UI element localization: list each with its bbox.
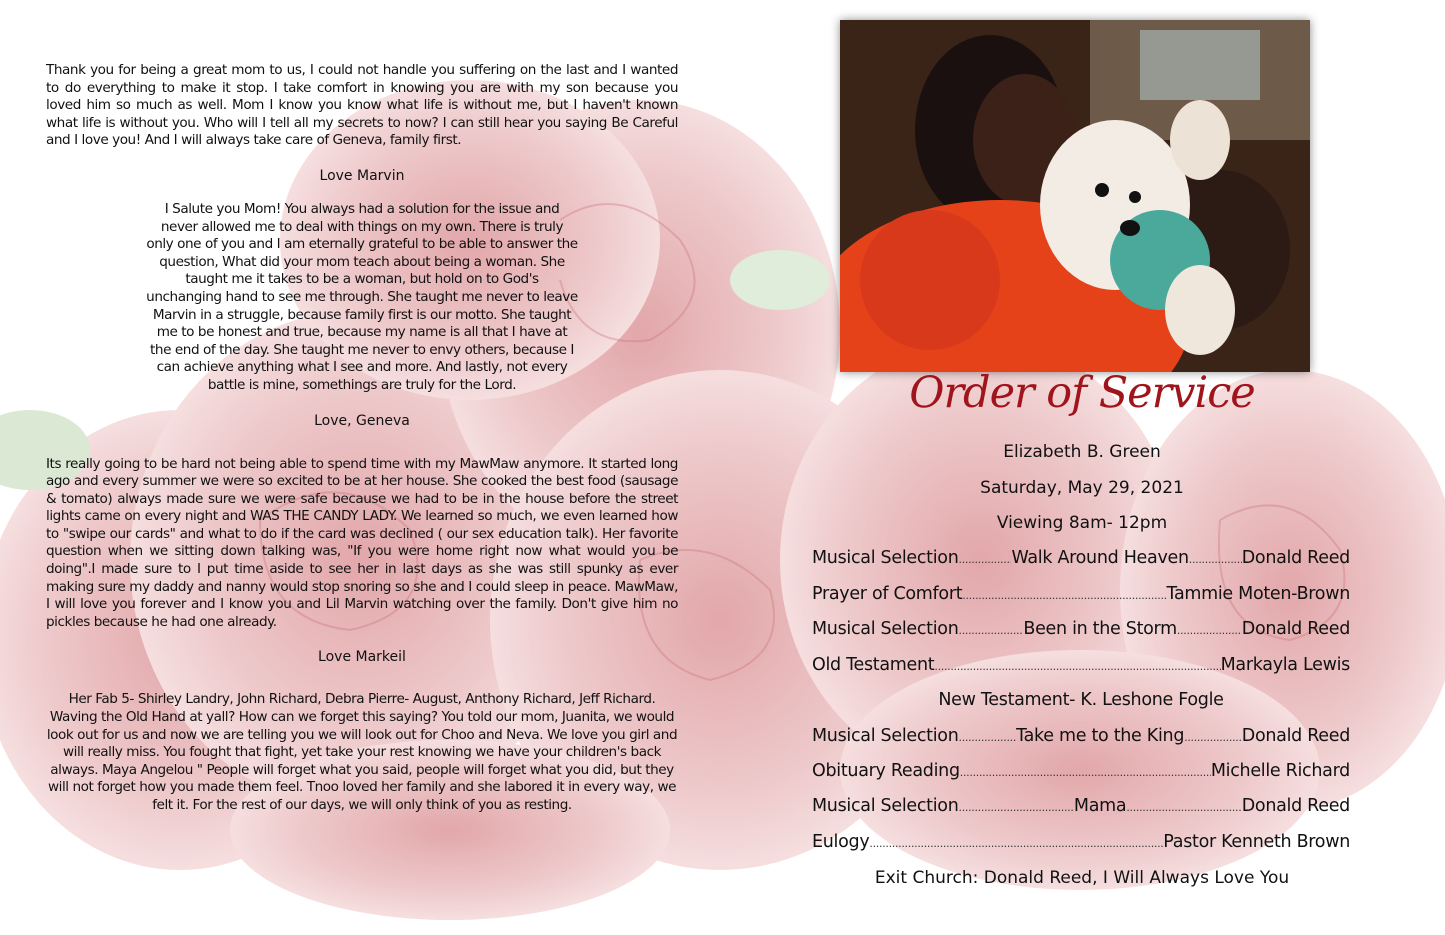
deceased-name: Elizabeth B. Green: [1003, 442, 1161, 462]
service-date: Saturday, May 29, 2021: [980, 478, 1184, 498]
tribute-markeil: Its really going to be hard not being able to spend time with my MawMaw anymore. It started long ago and every summer we were so excited to be at her house. She cooked the best food (sausage & tomato) always made sure we were safe because we had to be in the house before the street lights came on every night and WAS THE CANDY LADY. We learned so much, we even learned how to "swipe our cards" and what to do if the card was declined ( our sex education talk). Her favorite question when we sitting down talking was, "If you were home right now what would you be doing".I made sure to I put time aside to see her in last days as she was still spunky as ever making sure my daddy and nanny would stop snoring so she and I could sleep in peace. MawMaw, I will love you forever and I know you and Lil Marvin watching over the family. Don't give him no pickles because he had one already.: [46, 455, 678, 630]
tribute-fab5: Her Fab 5- Shirley Landry, John Richard, Debra Pierre- August, Anthony Richard, Jeff Richard. Waving the Old Hand at yall? How can we forget this saying? You told our mom, Juanita, we would look out for us and now we are telling you we will look out for Choo and Neva. We love you girl and will really miss. You fought that fight, yet take your rest knowing we have your children's back always. Maya Angelou " People will forget what you said, people will forget what you did, but they will not forget how you made them feel. Tnoo loved her family and she labored it in every way, we felt it. For the rest of our days, we will only think of you as resting.: [46, 691, 678, 813]
order-of-service-title: Order of Service: [909, 368, 1255, 418]
exit-church: Exit Church: Donald Reed, I Will Always Love You: [874, 868, 1290, 888]
program-row: Musical Selection ..... Walk Around Heaven ..... Donald Reed: [812, 548, 1350, 568]
program-row: New Testament- K. Leshone Fogle: [938, 690, 1224, 710]
program-row: Old Testament ..... Markayla Lewis: [812, 655, 1350, 675]
program-row: Eulogy ..... Pastor Kenneth Brown: [812, 832, 1350, 852]
tribute-marvin: Thank you for being a great mom to us, I could not handle you suffering on the last and I wanted to do everything to make it stop. I take comfort in knowing you are with my son because you loved him so much as well. Mom I know you know what life is without me, but I haven't known what life is without you. Who will I tell all my secrets to now? I can still hear you saying Be Careful and I love you! And I will always take care of Geneva, family first.: [46, 62, 678, 149]
viewing-hours: Viewing 8am- 12pm: [996, 513, 1168, 533]
signature-markeil: Love Markeil: [318, 649, 406, 666]
program-row: Obituary Reading ..... Michelle Richard: [812, 761, 1350, 781]
signature-geneva: Love, Geneva: [314, 412, 410, 429]
tributes-column: [46, 62, 678, 815]
program-row: Musical Selection ..... Mama ..... Donald Reed: [812, 796, 1350, 816]
program-row: Musical Selection ..... Take me to the King ..... Donald Reed: [812, 726, 1350, 746]
memorial-photo: [840, 20, 1310, 372]
tribute-geneva: I Salute you Mom! You always had a solution for the issue and never allowed me to deal with things on my own. There is truly only one of you and I am eternally grateful to be able to answer the question, What did your mom teach about being a woman. She taught me it takes to be a woman, but hold on to God's unchanging hand to see me through. She taught me never to leave Marvin in a struggle, because family first is our motto. She taught me to be honest and true, because my name is all that I have at the end of the day. She taught me never to envy others, because I can achieve anything what I see and more. And lastly, not every battle is mine, somethings are truly for the Lord.: [146, 200, 578, 393]
signature-marvin: Love Marvin: [319, 167, 405, 184]
program-row: Prayer of Comfort ..... Tammie Moten-Brown: [812, 584, 1350, 604]
program-row: Musical Selection ..... Been in the Storm ..... Donald Reed: [812, 619, 1350, 639]
